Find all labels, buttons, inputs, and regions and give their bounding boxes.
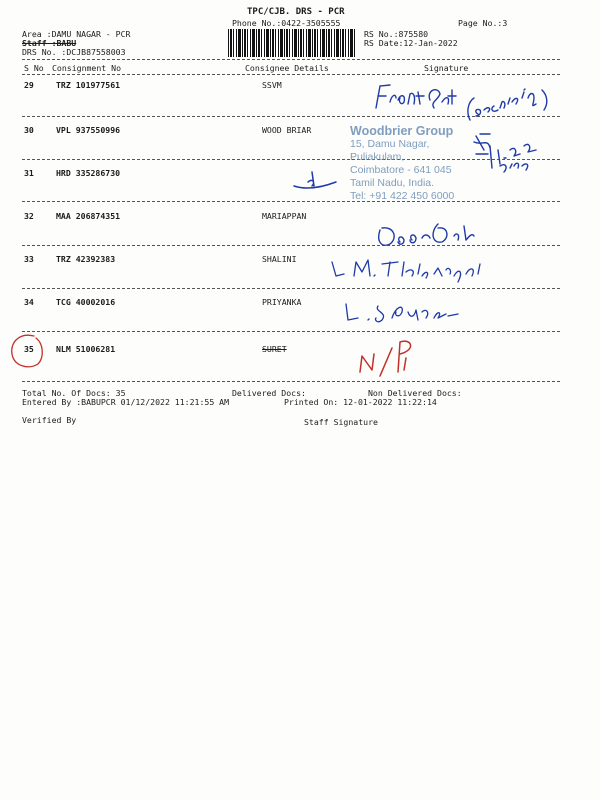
divider <box>22 331 560 332</box>
stamp-line: 15, Damu Nagar, <box>350 138 430 150</box>
divider <box>22 201 560 202</box>
handwritten-signature-33 <box>326 254 490 286</box>
page-number: Page No.:3 <box>458 18 508 28</box>
divider <box>22 381 560 382</box>
delivered-docs: Delivered Docs: <box>232 388 306 398</box>
row-sno: 29 <box>24 80 34 90</box>
divider <box>22 59 560 60</box>
divider <box>22 74 560 75</box>
column-header-sno: S No <box>24 63 44 73</box>
drs-number: DRS No. :DCJB87558003 <box>22 47 126 57</box>
rs-number: RS No.:875580 <box>364 29 429 39</box>
verified-by: Verified By <box>22 415 77 425</box>
divider <box>22 288 560 289</box>
stamp-line: Coimbatore - 641 045 <box>350 164 452 176</box>
handwritten-np <box>352 336 428 382</box>
row-consignee: WOOD BRIAR <box>262 125 312 135</box>
printed-on: Printed On: 12-01-2022 11:22:14 <box>284 397 437 407</box>
stamp-line: Woodbrier Group <box>350 124 454 138</box>
barcode <box>228 29 356 57</box>
handwritten-signature-34 <box>338 298 462 328</box>
table-header <box>0 63 600 73</box>
row-consignment: HRD 335286730 <box>56 168 121 178</box>
table-row <box>0 344 600 354</box>
handwritten-security <box>464 86 556 126</box>
column-header-signature: Signature <box>424 63 469 73</box>
row-sno: 35 <box>24 344 34 354</box>
column-header-consignee: Consignee Details <box>245 63 329 73</box>
row-consignment: NLM 51006281 <box>56 344 116 354</box>
row-sno: 30 <box>24 125 34 135</box>
phone-number: Phone No.:0422-3505555 <box>232 18 341 28</box>
row-consignment: VPL 937550996 <box>56 125 121 135</box>
company-stamp <box>350 124 454 203</box>
row-sno: 33 <box>24 254 34 264</box>
row-sno: 34 <box>24 297 34 307</box>
row-consignee: SHALINI <box>262 254 297 264</box>
row-consignment: TRZ 42392383 <box>56 254 116 264</box>
table-row <box>0 297 600 307</box>
row-consignee: MARIAPPAN <box>262 211 307 221</box>
row-consignment: TRZ 101977561 <box>56 80 121 90</box>
total-docs: Total No. Of Docs: 35 <box>22 388 126 398</box>
row-sno: 32 <box>24 211 34 221</box>
stamp-line: Puliakulam, <box>350 151 405 163</box>
non-delivered-docs: Non Delivered Docs: <box>368 388 462 398</box>
rs-date: RS Date:12-Jan-2022 <box>364 38 458 48</box>
document-title: TPC/CJB. DRS - PCR <box>247 7 345 17</box>
row-consignee: PRIYANKA <box>262 297 302 307</box>
handwritten-front-gate <box>368 80 458 116</box>
staff-label: Staff :BABU <box>22 38 77 48</box>
staff-signature-label: Staff Signature <box>304 417 378 427</box>
handwritten-date-signature <box>470 128 550 174</box>
row-consignee: SSVM <box>262 80 282 90</box>
red-circle-mark <box>6 330 46 372</box>
column-header-consignment: Consignment No <box>52 63 122 73</box>
handwritten-signature-31 <box>290 168 340 194</box>
handwritten-door <box>372 216 482 256</box>
stamp-line: Tamil Nadu, India. <box>350 177 435 189</box>
table-row <box>0 254 600 264</box>
row-consignment: TCG 40002016 <box>56 297 116 307</box>
row-consignment: MAA 206874351 <box>56 211 121 221</box>
table-row <box>0 211 600 221</box>
area-label: Area :DAMU NAGAR - PCR <box>22 29 131 39</box>
row-sno: 31 <box>24 168 34 178</box>
row-consignee: SURET <box>262 344 287 354</box>
stamp-line: Tel: +91 422 450 6000 <box>350 190 455 202</box>
entered-by: Entered By :BABUPCR 01/12/2022 11:21:55 AM <box>22 397 230 407</box>
